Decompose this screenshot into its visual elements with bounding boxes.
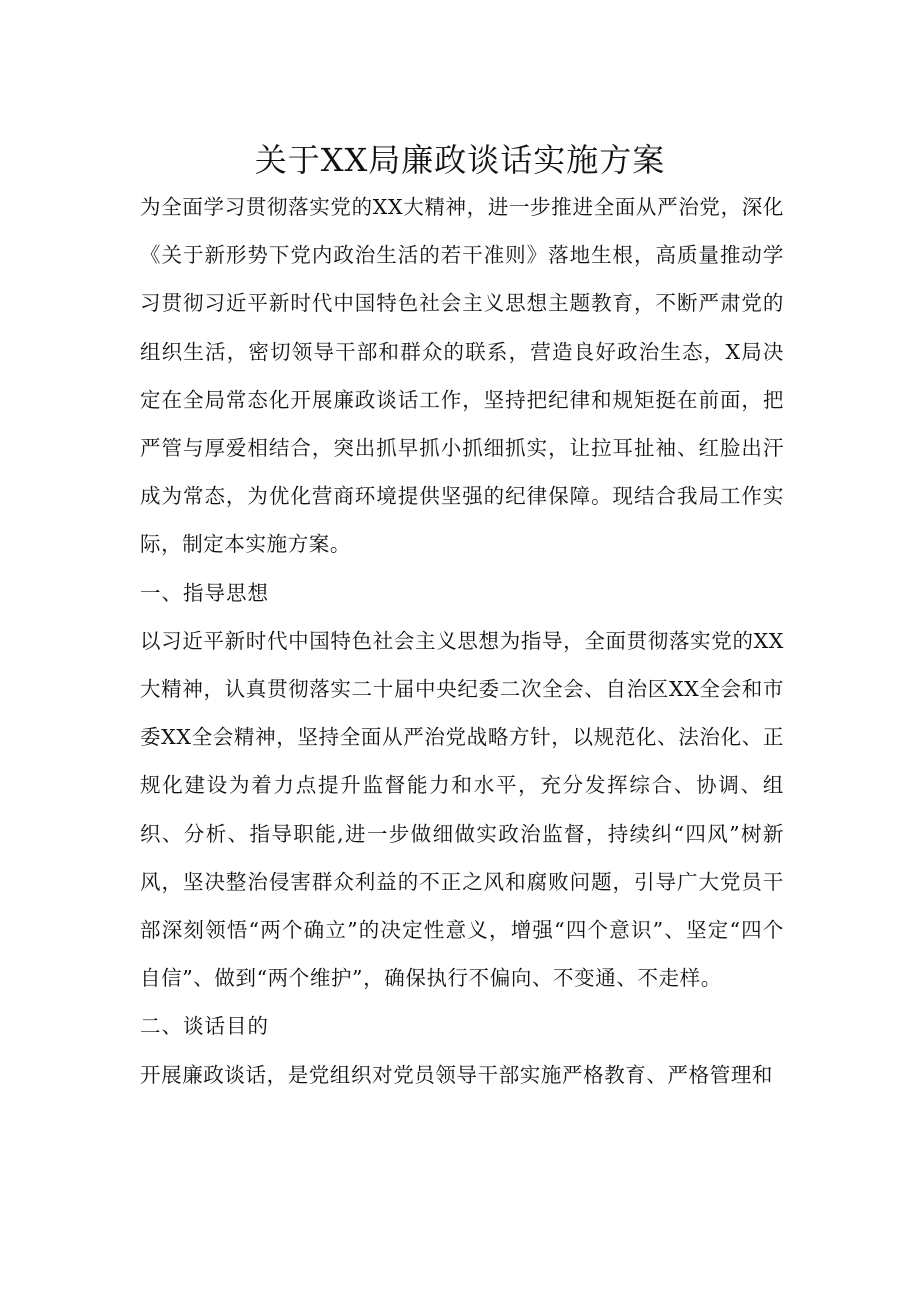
section-heading-talk-purpose: 二、谈话目的: [140, 1014, 269, 1039]
section-heading-guiding-ideology: 一、指导思想: [140, 580, 269, 605]
talk-purpose-paragraph: 开展廉政谈话，是党组织对党员领导干部实施严格教育、严格管理和: [140, 1062, 773, 1087]
intro-paragraph: 为全面学习贯彻落实党的XX大精神，进一步推进全面从严治党，深化《关于新形势下党内政治生活的若干准则》落地生根，高质量推动学习贯彻习近平新时代中国特色社会主义思想主题教育，不断严肃党的组织生活，密切领导干部和群众的联系，营造良好政治生态，X局决定在全局常态化开展廉政谈话工作，坚持把纪律和规矩挺在前面，把严管与厚爱相结合，突出抓早抓小抓细抓实，让拉耳扯袖、红脸出汗成为常态，为优化营商环境提供坚强的纪律保障。现结合我局工作实际，制定本实施方案。: [140, 195, 784, 557]
document-body: [140, 183, 784, 1099]
guiding-ideology-paragraph: 以习近平新时代中国特色社会主义思想为指导，全面贯彻落实党的XX大精神，认真贯彻落实二十届中央纪委二次全会、自治区XX全会和市委XX全会精神，坚持全面从严治党战略方针，以规范化、法治化、正规化建设为着力点提升监督能力和水平，充分发挥综合、协调、组织、分析、指导职能,进一步做细做实政治监督，持续纠“四风”树新风，坚决整治侵害群众利益的不正之风和腐败问题，引导广大党员干部深刻领悟“两个确立”的决定性意义，增强“四个意识”、坚定“四个自信”、做到“两个维护”，确保执行不偏向、不变通、不走样。: [140, 628, 784, 991]
document-title: 关于XX局廉政谈话实施方案: [254, 141, 666, 179]
